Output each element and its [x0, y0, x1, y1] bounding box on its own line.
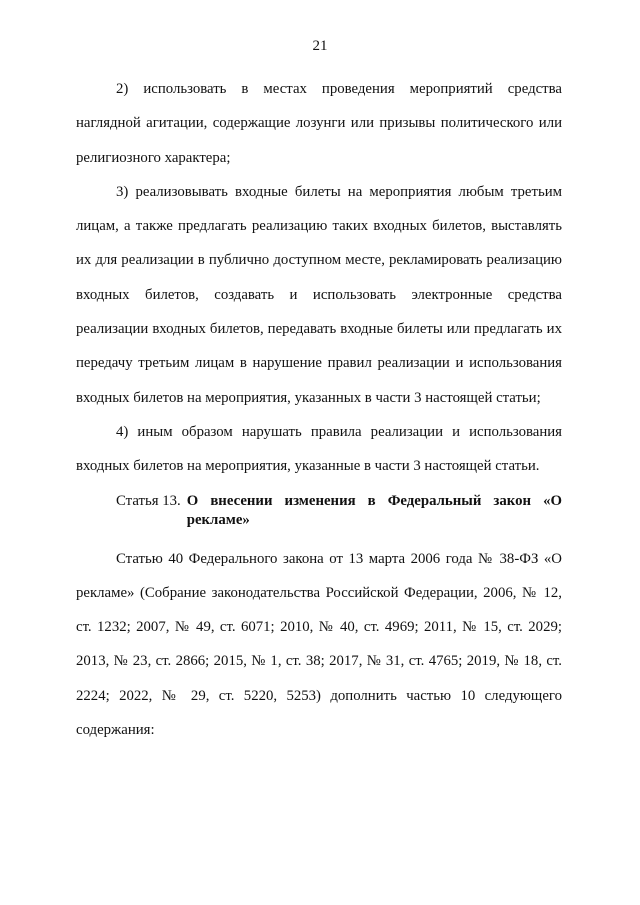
article-label: Статья 13.: [116, 492, 181, 509]
article-heading: [76, 492, 562, 530]
article-title: О внесении изменения в Федеральный закон «О рекламе»: [186, 492, 562, 528]
paragraph-item-4: 4) иным образом нарушать правила реализации и использования входных билетов на мероприятия, указанные в части 3 настоящей статьи.: [76, 423, 562, 475]
paragraph-item-2: 2) использовать в местах проведения мероприятий средства наглядной агитации, содержащие лозунги или призывы политического или религиозного характера;: [76, 81, 562, 166]
page-number: 21: [312, 38, 328, 54]
article-body-paragraph: Статью 40 Федерального закона от 13 марта 2006 года № 38-ФЗ «О рекламе» (Собрание законодательства Российской Федерации, 2006, № 12, ст. 1232; 2007, № 49, ст. 6071; 2010, № 40, ст. 4969; 2011, № 15, ст. 2029; 2013, № 23, ст. 2866; 2015, № 1, ст. 38; 2017, № 31, ст. 4765; 2019, № 18, ст. 2224; 2022, № 29, ст. 5220, 5253) дополнить частью 10 следующего содержания:: [76, 550, 562, 739]
paragraph-item-3: 3) реализовывать входные билеты на мероприятия любым третьим лицам, а также предлагать реализацию таких входных билетов, выставлять их для реализации в публично доступном месте, рекламировать реализацию входных билетов, создавать и использовать электронные средства реализации входных билетов, передавать входные билеты или предлагать их передачу третьим лицам в нарушение правил реализации и использования входных билетов на мероприятия, указанных в части 3 настоящей статьи;: [76, 183, 562, 406]
document-body: [76, 72, 562, 747]
